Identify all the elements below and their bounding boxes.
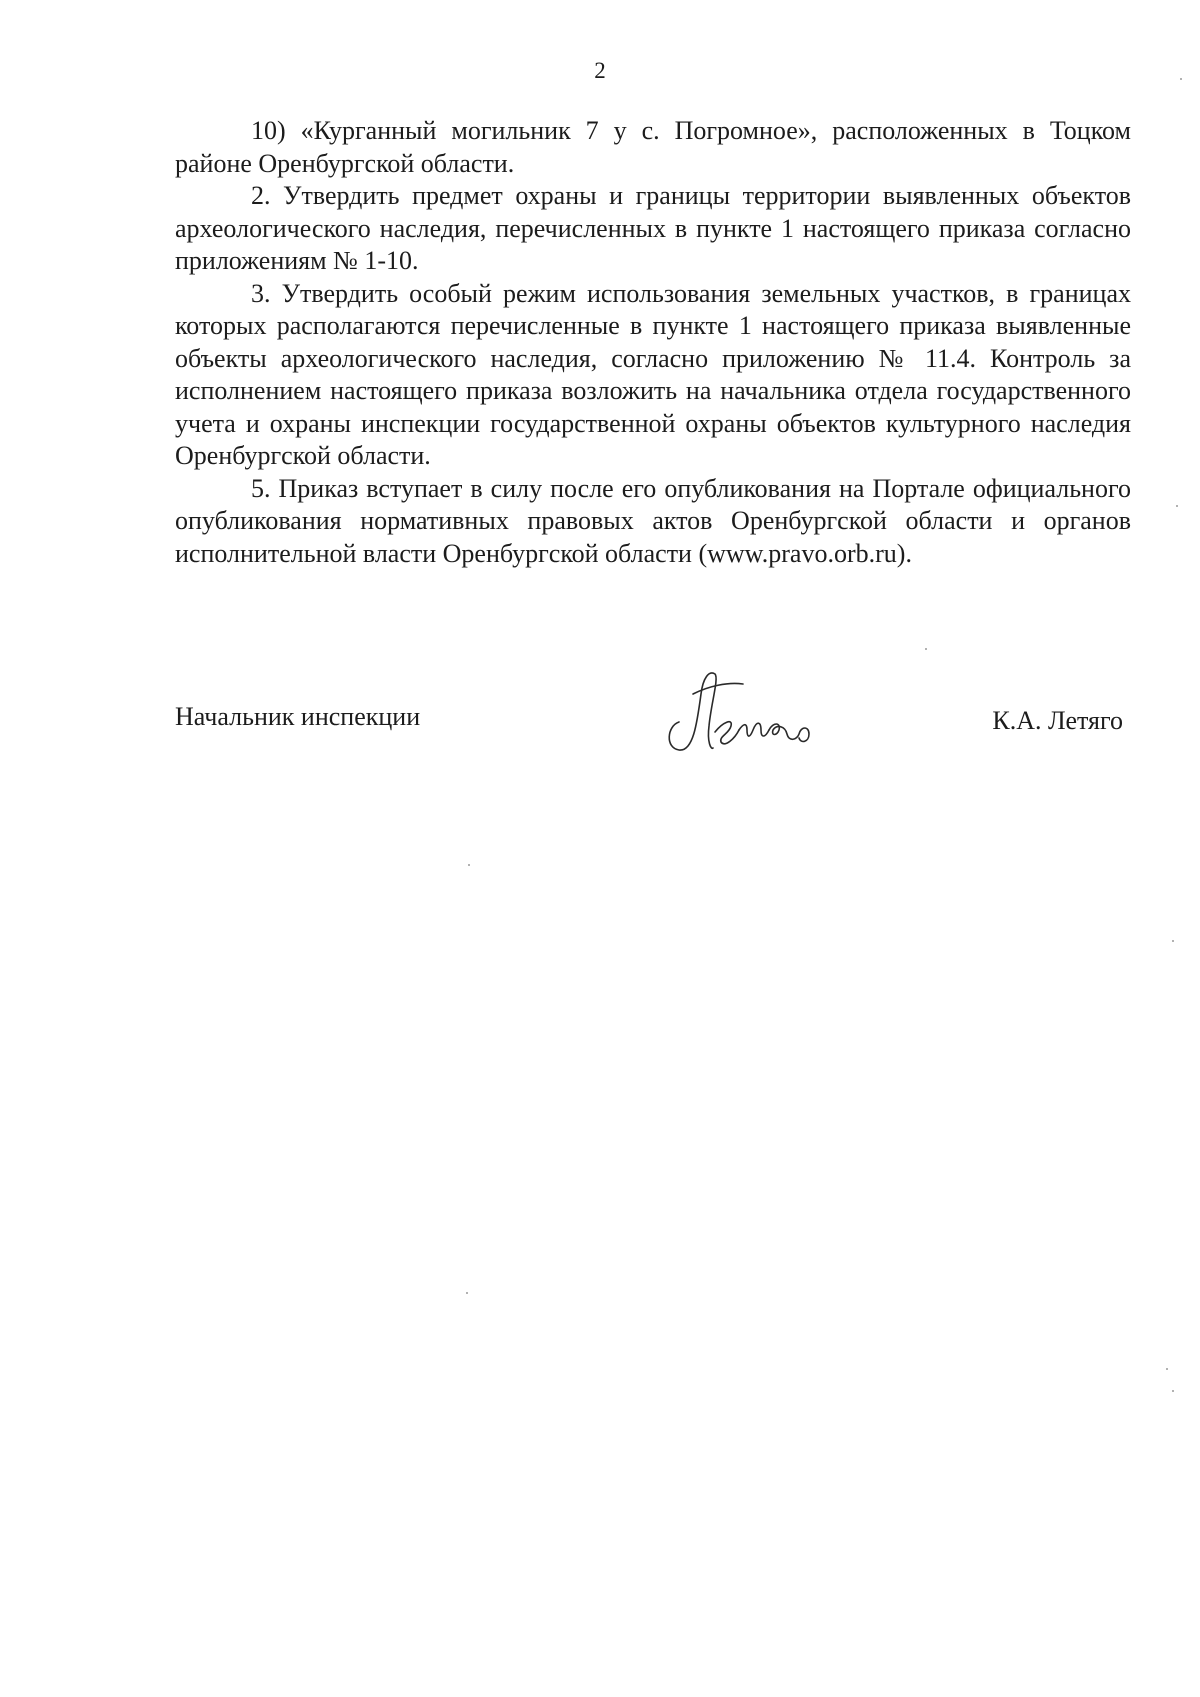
signature-block xyxy=(175,690,1131,780)
scan-speck xyxy=(925,648,927,650)
scan-speck xyxy=(1176,505,1178,507)
handwritten-signature xyxy=(653,664,853,764)
paragraph-item-5: 5. Приказ вступает в силу после его опубликования на Портале официального опубликования нормативных правовых актов Оренбургской области и органов исполнительной власти Оренбургской области (www.pravo.orb.ru). xyxy=(175,473,1131,568)
signatory-name: К.А. Летяго xyxy=(992,706,1123,735)
document-body xyxy=(175,115,1131,570)
scan-speck xyxy=(1172,940,1174,942)
signatory-position: Начальник инспекции xyxy=(175,702,421,731)
page-number: 2 xyxy=(594,58,606,83)
paragraph-item-2: 2. Утвердить предмет охраны и границы территории выявленных объектов археологического наследия, перечисленных в пункте 1 настоящего приказа согласно приложениям № 1-10. xyxy=(175,181,1131,275)
paragraph-item-3: 3. Утвердить особый режим использования земельных участков, в границах которых располагаются перечисленные в пункте 1 настоящего приказа выявленные объекты археологического наследия, согласно приложению № 11.4. Контроль за исполнением настоящего приказа возложить на начальника отдела государственного учета и охраны инспекции государственной охраны объектов культурного наследия Оренбургской области. xyxy=(175,278,1131,470)
scan-speck xyxy=(1180,78,1182,80)
scan-speck xyxy=(1172,1390,1174,1392)
paragraph-item-10: 10) «Курганный могильник 7 у с. Погромное», расположенных в Тоцком районе Оренбургской области. xyxy=(175,116,1131,178)
scan-speck xyxy=(1166,1368,1168,1370)
scan-speck xyxy=(466,1292,468,1294)
scan-speck xyxy=(468,864,470,866)
